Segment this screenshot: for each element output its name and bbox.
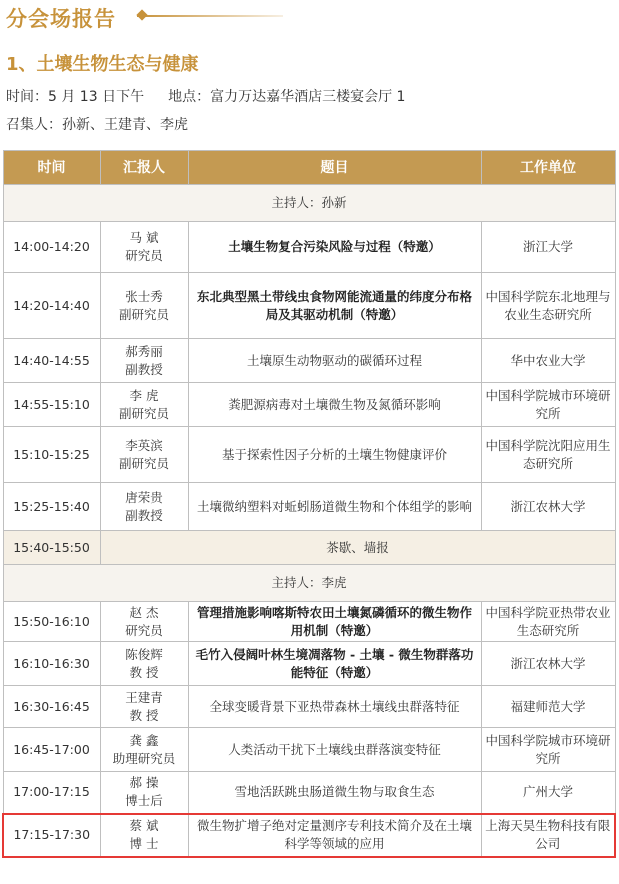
topic-cell: 微生物扩增子绝对定量测序专利技术简介及在土壤科学等领域的应用 <box>188 814 481 857</box>
col-header-reporter: 汇报人 <box>100 151 188 185</box>
host-row <box>3 185 615 222</box>
reporter-name: 蔡 斌 <box>129 818 159 833</box>
unit-cell: 浙江大学 <box>481 222 615 273</box>
reporter-cell <box>100 483 188 531</box>
host-row <box>3 565 615 602</box>
reporter-name: 赵 杰 <box>129 604 159 620</box>
time-cell: 16:30-16:45 <box>3 686 100 728</box>
time-cell: 14:20-14:40 <box>3 273 100 339</box>
topic-cell: 基于探索性因子分析的土壤生物健康评价 <box>188 427 481 483</box>
reporter-title: 副教授 <box>125 361 163 377</box>
break-time-cell: 15:40-15:50 <box>3 531 100 565</box>
unit-cell: 福建师范大学 <box>481 686 615 728</box>
time-cell: 15:50-16:10 <box>3 602 100 642</box>
topic-cell: 土壤微纳塑料对蚯蚓肠道微生物和个体组学的影响 <box>188 483 481 531</box>
time-cell: 17:15-17:30 <box>3 814 100 857</box>
section-header <box>6 4 116 32</box>
time-cell: 14:00-14:20 <box>3 222 100 273</box>
reporter-title: 博士后 <box>125 793 163 809</box>
diamond-icon <box>136 9 147 20</box>
section-title: 分会场报告 <box>6 7 116 31</box>
table-row <box>3 483 615 531</box>
reporter-title: 助理研究员 <box>112 750 176 766</box>
host-cell: 主持人：李虎 <box>3 565 615 602</box>
topic-cell: 雪地活跃跳虫肠道微生物与取食生态 <box>188 772 481 814</box>
reporter-cell <box>100 383 188 427</box>
reporter-name: 郝 操 <box>129 775 159 791</box>
table-header-row <box>3 151 615 185</box>
reporter-title: 教 授 <box>129 707 159 723</box>
reporter-cell <box>100 772 188 814</box>
topic-cell: 全球变暖背景下亚热带森林土壤线虫群落特征 <box>188 686 481 728</box>
reporter-name: 马 斌 <box>129 230 159 245</box>
reporter-title: 博 士 <box>129 836 159 851</box>
reporter-title: 副研究员 <box>118 306 169 322</box>
table-row-highlighted <box>3 814 615 857</box>
col-header-unit: 工作单位 <box>481 151 615 185</box>
topic-cell: 粪肥源病毒对土壤微生物及氮循环影响 <box>188 383 481 427</box>
table-row <box>3 772 615 814</box>
table-row <box>3 602 615 642</box>
unit-cell: 中国科学院城市环境研究所 <box>481 383 615 427</box>
table-row <box>3 273 615 339</box>
session-time: 时间：5 月 13 日下午 <box>6 89 145 105</box>
table-row <box>3 642 615 686</box>
reporter-title: 副研究员 <box>118 405 169 421</box>
reporter-cell <box>100 686 188 728</box>
reporter-name: 唐荣贵 <box>125 489 163 505</box>
session-title: 1、土壤生物生态与健康 <box>6 54 199 75</box>
unit-cell: 浙江农林大学 <box>481 642 615 686</box>
reporter-cell <box>100 273 188 339</box>
topic-cell: 土壤原生动物驱动的碳循环过程 <box>188 339 481 383</box>
reporter-title: 教 授 <box>129 664 159 680</box>
unit-cell: 浙江农林大学 <box>481 483 615 531</box>
break-row <box>3 531 615 565</box>
reporter-name: 郝秀丽 <box>125 343 163 359</box>
time-cell: 17:00-17:15 <box>3 772 100 814</box>
reporter-cell <box>100 427 188 483</box>
reporter-cell <box>100 642 188 686</box>
table-row <box>3 222 615 273</box>
session-conveners: 召集人：孙新、王建青、李虎 <box>6 117 188 133</box>
reporter-title: 副研究员 <box>118 455 169 471</box>
reporter-name: 陈俊辉 <box>125 646 163 662</box>
reporter-name: 王建青 <box>125 689 163 705</box>
time-cell: 15:10-15:25 <box>3 427 100 483</box>
reporter-title: 研究员 <box>125 248 163 263</box>
reporter-cell <box>100 814 188 857</box>
time-cell: 14:40-14:55 <box>3 339 100 383</box>
reporter-cell <box>100 339 188 383</box>
reporter-name: 龚 鑫 <box>129 732 159 748</box>
table-row <box>3 427 615 483</box>
host-cell: 主持人：孙新 <box>3 185 615 222</box>
unit-cell: 广州大学 <box>481 772 615 814</box>
table-row <box>3 383 615 427</box>
unit-cell: 中国科学院亚热带农业生态研究所 <box>481 602 615 642</box>
time-cell: 15:25-15:40 <box>3 483 100 531</box>
reporter-cell <box>100 222 188 273</box>
reporter-name: 李 虎 <box>129 387 159 403</box>
session-location: 地点：富力万达嘉华酒店三楼宴会厅 1 <box>168 89 406 105</box>
schedule-table <box>2 150 616 858</box>
topic-cell: 毛竹入侵阔叶林生境凋落物 - 土壤 - 微生物群落功能特征（特邀） <box>188 642 481 686</box>
topic-cell: 土壤生物复合污染风险与过程（特邀） <box>188 222 481 273</box>
reporter-cell <box>100 728 188 772</box>
unit-cell: 上海天昊生物科技有限公司 <box>481 814 615 857</box>
unit-cell: 中国科学院沈阳应用生态研究所 <box>481 427 615 483</box>
unit-cell: 中国科学院城市环境研究所 <box>481 728 615 772</box>
col-header-topic: 题目 <box>188 151 481 185</box>
topic-cell: 人类活动干扰下土壤线虫群落演变特征 <box>188 728 481 772</box>
session-time-location <box>6 86 405 106</box>
time-cell: 14:55-15:10 <box>3 383 100 427</box>
col-header-time: 时间 <box>3 151 100 185</box>
reporter-cell <box>100 602 188 642</box>
table-row <box>3 686 615 728</box>
table-row <box>3 728 615 772</box>
table-row <box>3 339 615 383</box>
unit-cell: 中国科学院东北地理与农业生态研究所 <box>481 273 615 339</box>
topic-cell: 管理措施影响喀斯特农田土壤氮磷循环的微生物作用机制（特邀） <box>188 602 481 642</box>
unit-cell: 华中农业大学 <box>481 339 615 383</box>
reporter-name: 李英滨 <box>125 437 163 453</box>
reporter-title: 研究员 <box>125 622 163 638</box>
title-decoration-line <box>137 15 283 17</box>
topic-cell: 东北典型黑土带线虫食物网能流通量的纬度分布格局及其驱动机制（特邀） <box>188 273 481 339</box>
break-label-cell: 茶歇、墙报 <box>100 531 615 565</box>
time-cell: 16:10-16:30 <box>3 642 100 686</box>
reporter-title: 副教授 <box>125 507 163 523</box>
time-cell: 16:45-17:00 <box>3 728 100 772</box>
reporter-name: 张士秀 <box>125 288 163 304</box>
